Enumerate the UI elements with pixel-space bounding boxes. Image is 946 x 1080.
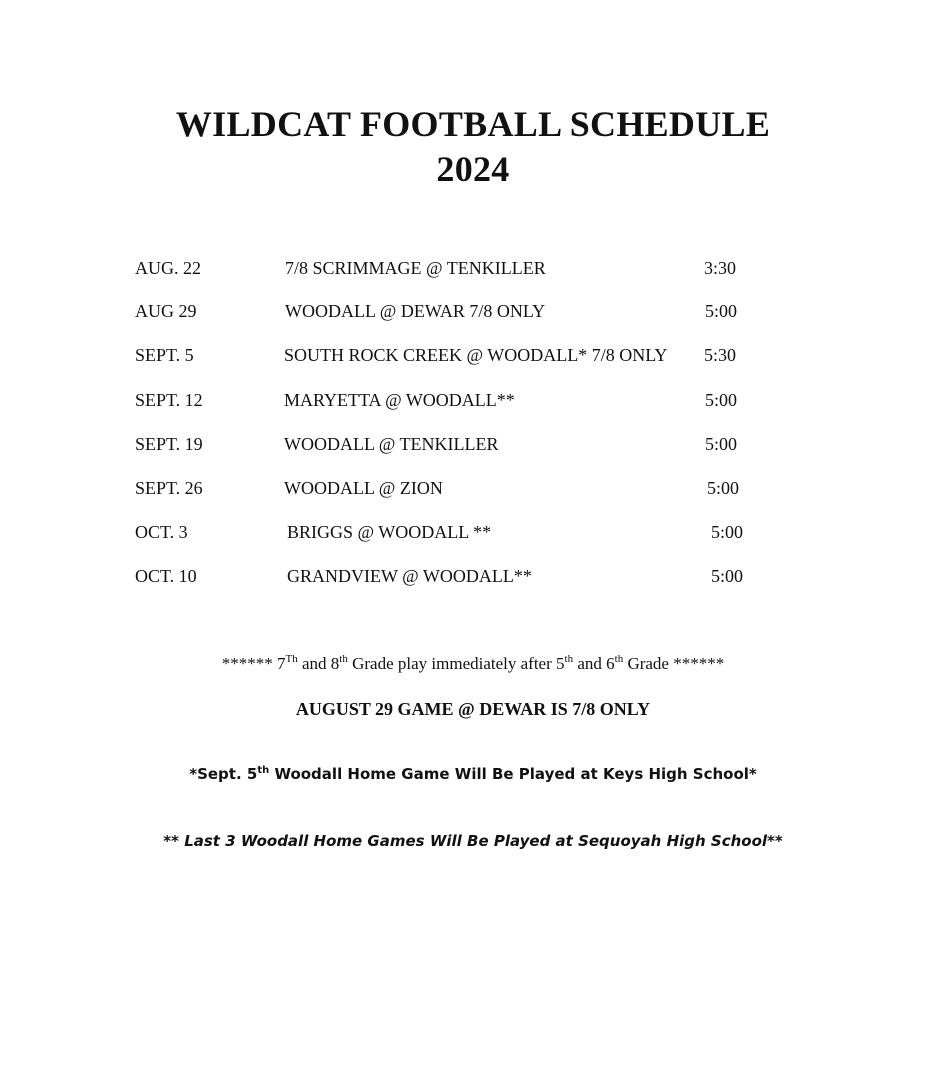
game-date: SEPT. 19	[135, 434, 203, 454]
schedule-row	[0, 256, 946, 280]
dewar-game-note: AUGUST 29 GAME @ DEWAR IS 7/8 ONLY	[295, 699, 651, 719]
schedule-row	[0, 564, 946, 588]
schedule-row	[0, 343, 946, 367]
game-matchup: MARYETTA @ WOODALL**	[284, 390, 515, 410]
game-date: SEPT. 26	[135, 478, 203, 498]
page-title: WILDCAT FOOTBALL SCHEDULE	[175, 104, 771, 144]
page-subtitle-year: 2024	[436, 149, 510, 189]
sequoyah-high-school-note: ** Last 3 Woodall Home Games Will Be Played at Sequoyah High School**	[163, 832, 783, 850]
game-date: SEPT. 12	[135, 390, 203, 410]
game-time: 5:30	[704, 345, 737, 365]
game-time: 5:00	[705, 390, 738, 410]
game-matchup: WOODALL @ ZION	[284, 478, 443, 498]
game-time: 5:00	[705, 434, 738, 454]
game-matchup: WOODALL @ DEWAR 7/8 ONLY	[285, 301, 546, 321]
game-date: SEPT. 5	[135, 345, 194, 365]
game-date: AUG 29	[135, 301, 197, 321]
schedule-row	[0, 520, 946, 544]
game-date: AUG. 22	[135, 258, 201, 278]
schedule-row	[0, 299, 946, 323]
game-matchup: WOODALL @ TENKILLER	[284, 434, 499, 454]
game-time: 5:00	[707, 478, 740, 498]
schedule-row	[0, 388, 946, 412]
game-matchup: SOUTH ROCK CREEK @ WOODALL* 7/8 ONLY	[284, 345, 668, 365]
game-time: 5:00	[711, 566, 744, 586]
keys-high-school-note: *Sept. 5th Woodall Home Game Will Be Played at Keys High School*	[189, 765, 757, 783]
schedule-row	[0, 476, 946, 500]
game-matchup: 7/8 SCRIMMAGE @ TENKILLER	[285, 258, 546, 278]
game-matchup: BRIGGS @ WOODALL **	[287, 522, 492, 542]
game-matchup: GRANDVIEW @ WOODALL**	[287, 566, 532, 586]
game-time: 5:00	[705, 301, 738, 321]
game-date: OCT. 10	[135, 566, 197, 586]
grade-play-note: ****** 7Th and 8th Grade play immediately after 5th and 6th Grade ******	[221, 653, 725, 673]
game-date: OCT. 3	[135, 522, 188, 542]
game-time: 5:00	[711, 522, 744, 542]
game-time: 3:30	[704, 258, 737, 278]
schedule-row	[0, 432, 946, 456]
